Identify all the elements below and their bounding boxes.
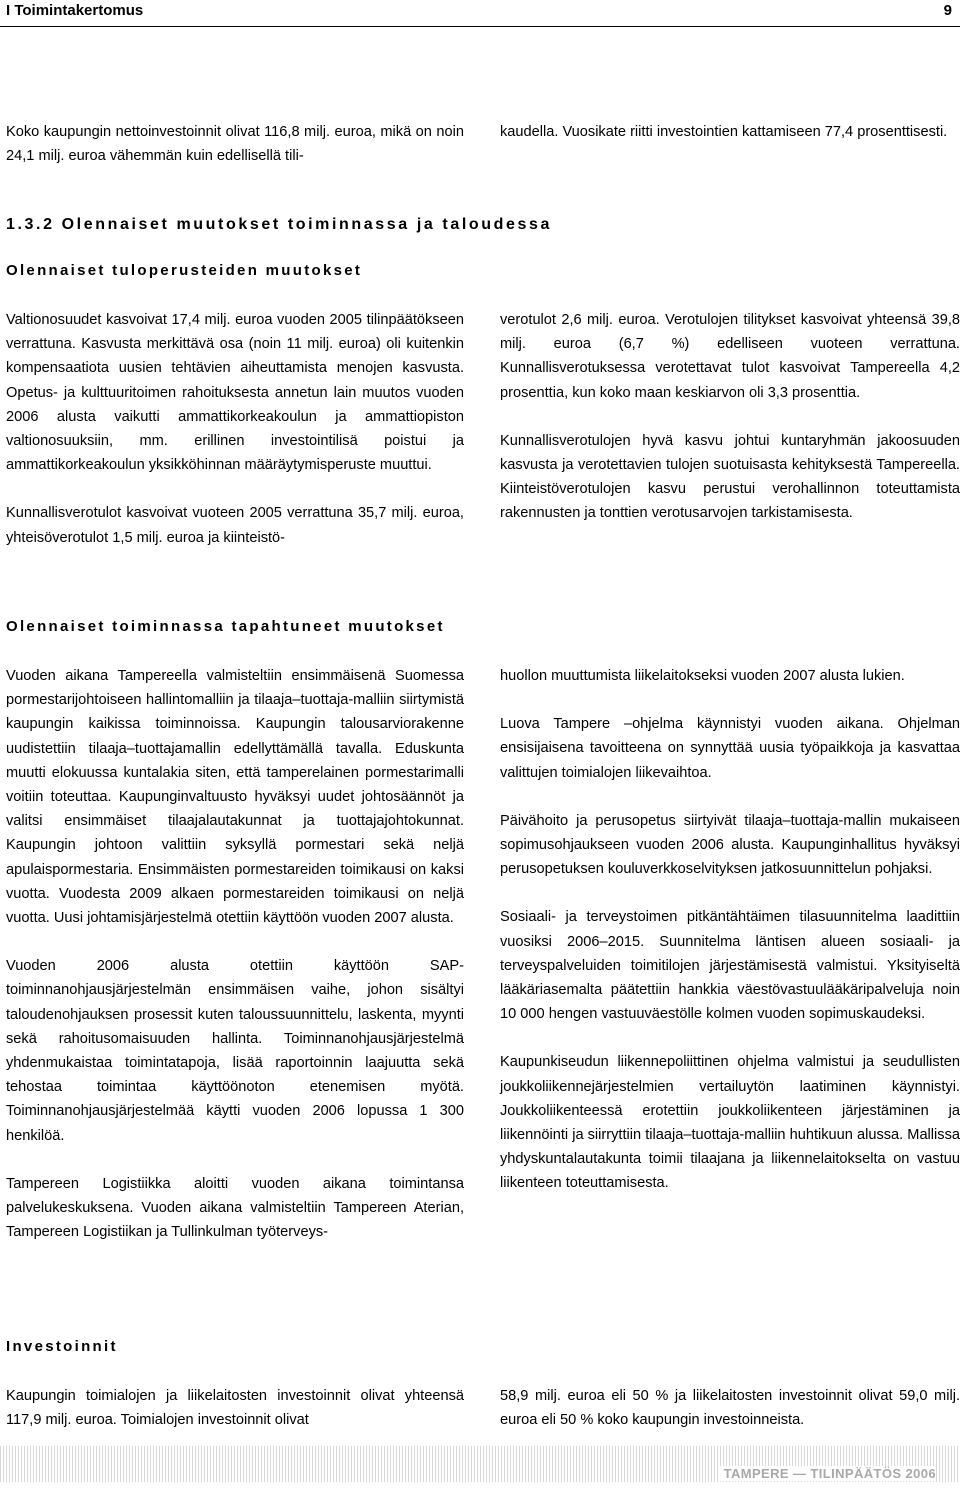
section-title: I Toimintakertomus bbox=[6, 2, 144, 19]
paragraph: kaudella. Vuosikate riitti investointien kattamiseen 77,4 prosenttisesti. bbox=[500, 124, 948, 140]
paragraph: Kaupungin toimialojen ja liikelaitosten investoinnit olivat yhteensä 117,9 milj. euroa. Toimialojen investoinnit olivat bbox=[6, 1388, 464, 1429]
paragraph: Päivähoito ja perusopetus siirtyivät tilaaja–tuottaja-mallin mukaiseen sopimusohjaukseen vuoden 2006 alusta. Kaupunginhallitus hyväksyi perusopetuksen kouluverkkoselvityksen jatkosuunnittelun pohjaksi. bbox=[500, 812, 960, 878]
paragraph: Luova Tampere –ohjelma käynnistyi vuoden aikana. Ohjelman ensisijaisena tavoitteena on synnyttää uusia työpaikkoja ja kasvattaa valittujen toimialojen liikevaihtoa. bbox=[500, 716, 960, 781]
paragraph: Sosiaali- ja terveystoimen pitkäntähtäimen tilasuunnitelma laadittiin vuosiksi 2006–2015. Suunnitelma läntisen alueen sosiaali- ja terveyspalveluiden toimitilojen järjestämisestä valmistui. Yksityiseltä lääkäriasemalta päätettiin hankkia väestövastuulääkäripalveluja noin 10 000 hengen vastuuväestölle kolmen vuoden sopimuskaudeksi. bbox=[500, 909, 960, 1023]
right-column bbox=[500, 664, 960, 1196]
left-column bbox=[6, 664, 464, 1244]
intro-right-column bbox=[500, 120, 960, 144]
right-column bbox=[500, 1384, 960, 1432]
paragraph: 58,9 milj. euroa eli 50 % ja liikelaitosten investoinnit olivat 59,0 milj. euroa eli 50 % koko kaupungin investoinneista. bbox=[500, 1388, 960, 1429]
left-column bbox=[6, 308, 464, 550]
paragraph: Kaupunkiseudun liikennepoliittinen ohjelma valmistui ja seudullisten joukkoliikennejärjestelmien vertailuytön laatiminen käynnistyi. Joukkoliikenteessä erotettiin joukkoliikenteen järjestäminen ja liikennöinti ja siirryttiin tilaaja–tuottaja-malliin huhtikuun alussa. Mallissa yhdyskuntalautakunta toimii tilaajana ja liikennelaitokselta on vastuu liikenteen toteuttamisesta. bbox=[500, 1054, 960, 1192]
paragraph: Vuoden 2006 alusta otettiin käyttöön SAP-toiminnanohjausjärjestelmän ensimmäisen vaihe, johon sisältyi taloudenohjauksen prosessit kuten taloussuunnittelu, laskenta, myynti sekä rahoitusomaisuuden hallinta. Toiminnanohjausjärjestelmä yhdenmukaistaa toimintatapoja, lisää raportoinnin laajuutta sekä tehostaa toimintaa käyttöönoton etenemisen myötä. Toiminnanohjausjärjestelmää käytti vuoden 2006 lopussa 1 300 henkilöä. bbox=[6, 958, 464, 1144]
page-number: 9 bbox=[943, 2, 952, 19]
paragraph: huollon muuttumista liikelaitokseksi vuoden 2007 alusta lukien. bbox=[500, 668, 905, 684]
right-column bbox=[500, 308, 960, 526]
subsection-heading: Investoinnit bbox=[6, 1338, 118, 1355]
paragraph: Vuoden aikana Tampereella valmisteltiin ensimmäisenä Suomessa pormestarijohtoiseen hallintomalliin ja tilaaja–tuottaja-malliin siirtymistä kaupungin kaikissa toiminnoissa. Kaupungin talousarviorakenne uudistettiin tilaaja–tuottajamallin edellyttämällä tavalla. Eduskunta muutti elokuussa kuntalakia siten, että tamperelainen pormestarimalli voitiin toteuttaa. Kaupunginvaltuusto hyväksyi uudet johtosäännöt ja valitsi ensimmäiset tilaajalautakunnat ja tuottajajohtokunnat. Kaupungin johtoon valittiin syksyllä pormestari sekä neljä apulaispormestaria. Ensimmäisten pormestareiden toimikausi on kaksi vuotta. Vuodesta 2009 alkaen pormestareiden toimikausi on neljä vuotta. Uusi johtamisjärjestelmä otettiin käyttöön vuoden 2007 alusta. bbox=[6, 668, 464, 927]
page-header bbox=[0, 0, 960, 27]
paragraph: Kunnallisverotulojen hyvä kasvu johtui kuntaryhmän jakoosuuden kasvusta ja verotettavien tulojen suotuisasta kehityksestä Tampereella. Kiinteistöverotulojen kasvu perustui verohallinnon toteuttamista rakennusten ja tonttien verotusarvojen tarkistamisesta. bbox=[500, 432, 960, 522]
subsection-heading: Olennaiset toiminnassa tapahtuneet muutokset bbox=[6, 618, 445, 635]
footer-text: TAMPERE — TILINPÄÄTÖS 2006 bbox=[718, 1466, 936, 1481]
section-heading: 1.3.2 Olennaiset muutokset toiminnassa ja taloudessa bbox=[6, 216, 553, 233]
paragraph: Kunnallisverotulot kasvoivat vuoteen 2005 verrattuna 35,7 milj. euroa, yhteisöverotulot 1,5 milj. euroa ja kiinteistö- bbox=[6, 505, 464, 546]
subsection-heading: Olennaiset tuloperusteiden muutokset bbox=[6, 262, 363, 279]
paragraph: verotulot 2,6 milj. euroa. Verotulojen tilitykset kasvoivat yhteensä 39,8 milj. euroa (6,7 %) edelliseen vuoteen verrattuna. Kunnallisverotuksessa verotettavat tulot kasvoivat Tampereella 4,2 prosenttia, kun koko maan keskiarvon oli 3,3 prosenttia. bbox=[500, 312, 960, 401]
paragraph: Tampereen Logistiikka aloitti vuoden aikana toimintansa palvelukeskuksena. Vuoden aikana valmisteltiin Tampereen Aterian, Tampereen Logistiikan ja Tullinkulman työterveys- bbox=[6, 1175, 464, 1241]
intro-left-column bbox=[6, 120, 464, 168]
paragraph: Koko kaupungin nettoinvestoinnit olivat 116,8 milj. euroa, mikä on noin 24,1 milj. euroa vähemmän kuin edellisellä tili- bbox=[6, 124, 464, 165]
left-column bbox=[6, 1384, 464, 1432]
paragraph: Valtionosuudet kasvoivat 17,4 milj. euroa vuoden 2005 tilinpäätökseen verrattuna. Kasvusta merkittävä osa (noin 11 milj. euroa) oli kuitenkin kompensaatiota uusien tehtävien aiheuttamista menojen kasvusta. Opetus- ja kulttuuritoimen rahoituksesta annetun lain muutos vuoden 2006 alusta vaikutti ammattikorkeakoulun ja ammattiopiston valtionosuuksiin, mm. erillinen investointilisä poistui ja ammattikorkeakoulun yksikköhinnan määräytymisperuste muuttui. bbox=[6, 312, 464, 474]
